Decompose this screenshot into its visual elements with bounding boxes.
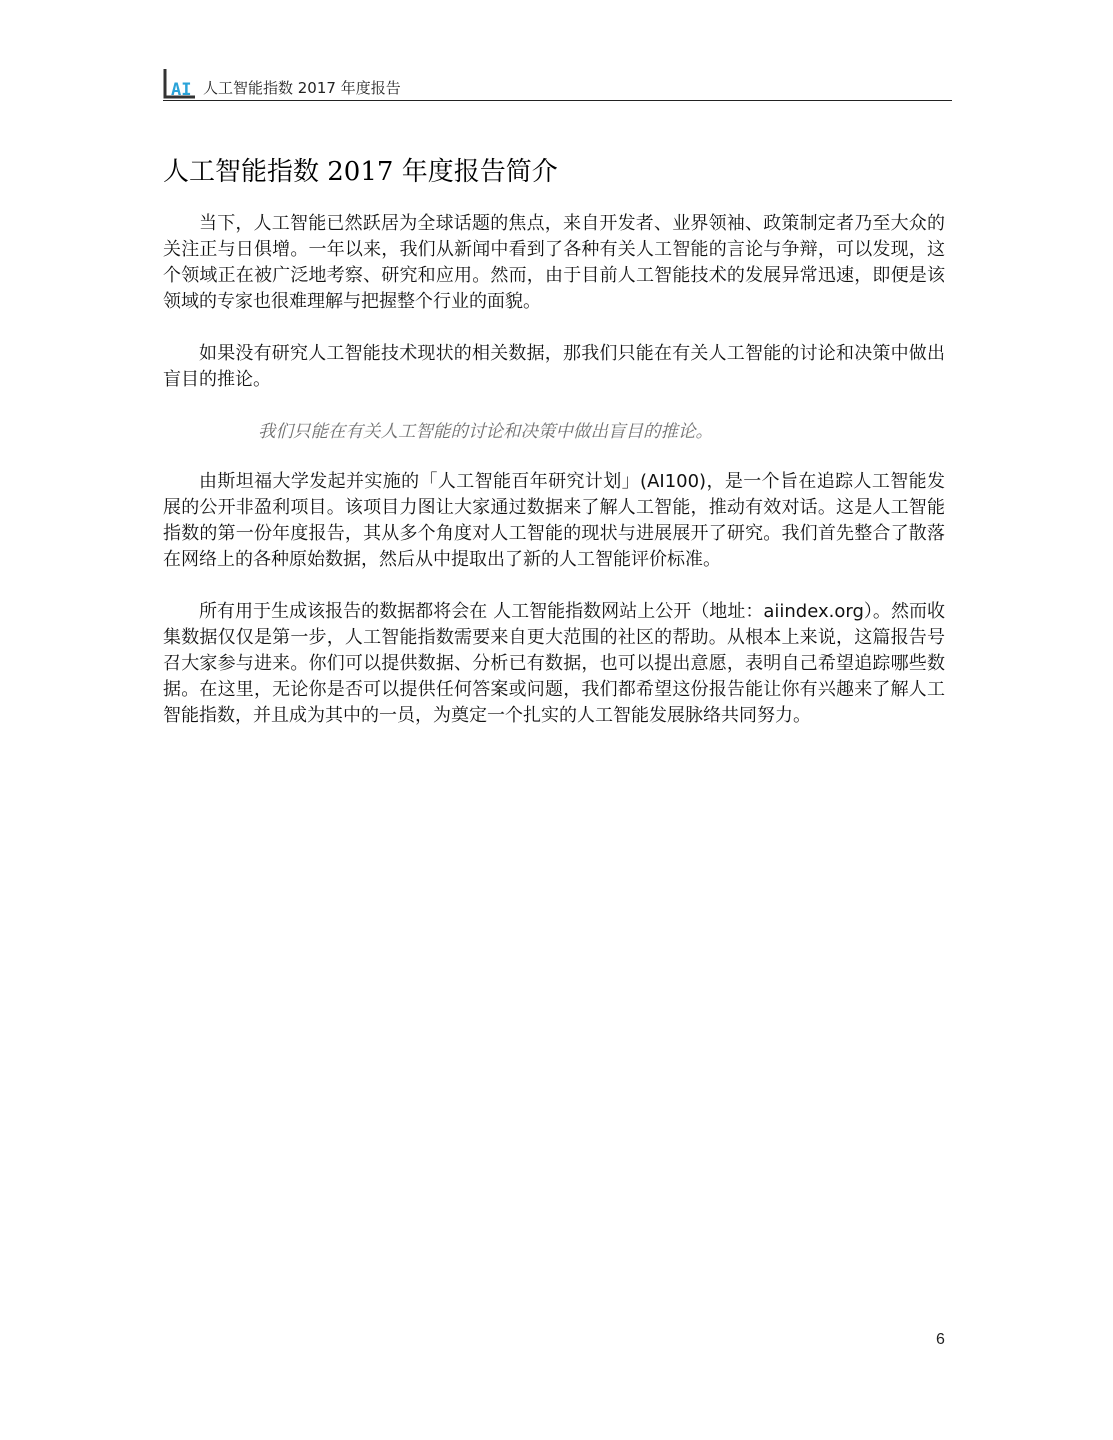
header-title: 人工智能指数 2017 年度报告: [203, 79, 401, 97]
ai-index-logo: [163, 67, 197, 99]
body-text: [163, 211, 945, 755]
page-title: 人工智能指数 2017 年度报告简介: [163, 157, 558, 187]
pull-quote: 我们只能在有关人工智能的讨论和决策中做出盲目的推论。: [258, 422, 713, 442]
page-number: 6: [936, 1331, 945, 1348]
page-header: [163, 64, 952, 101]
paragraph-intro: 当下，人工智能已然跃居为全球话题的焦点，来自开发者、业界领袖、政策制定者乃至大众的关注正与日俱增。一年以来，我们从新闻中看到了各种有关人工智能的言论与争辩，可以发现，这个领域正在被广泛地考察、研究和应用。然而，由于目前人工智能技术的发展异常迅速，即便是该领域的专家也很难理解与把握整个行业的面貌。: [163, 213, 945, 312]
paragraph-data-need: 如果没有研究人工智能技术现状的相关数据，那我们只能在有关人工智能的讨论和决策中做出盲目的推论。: [163, 343, 945, 390]
paragraph-call-to-action: 所有用于生成该报告的数据都将会在 人工智能指数网站上公开（地址：aiindex.org）。然而收集数据仅仅是第一步，人工智能指数需要来自更大范围的社区的帮助。从根本上来说，这篇报告号召大家参与进来。你们可以提供数据、分析已有数据，也可以提出意愿，表明自己希望追踪哪些数据。在这里，无论你是否可以提供任何答案或问题，我们都希望这份报告能让你有兴趣来了解人工智能指数，并且成为其中的一员，为奠定一个扎实的人工智能发展脉络共同努力。: [163, 601, 945, 726]
logo-text: AI: [171, 80, 192, 99]
paragraph-ai100: 由斯坦福大学发起并实施的「人工智能百年研究计划」(AI100)，是一个旨在追踪人工智能发展的公开非盈利项目。该项目力图让大家通过数据来了解人工智能，推动有效对话。这是人工智能指数的第一份年度报告，其从多个角度对人工智能的现状与进展展开了研究。我们首先整合了散落在网络上的各种原始数据，然后从中提取出了新的人工智能评价标准。: [163, 471, 945, 570]
